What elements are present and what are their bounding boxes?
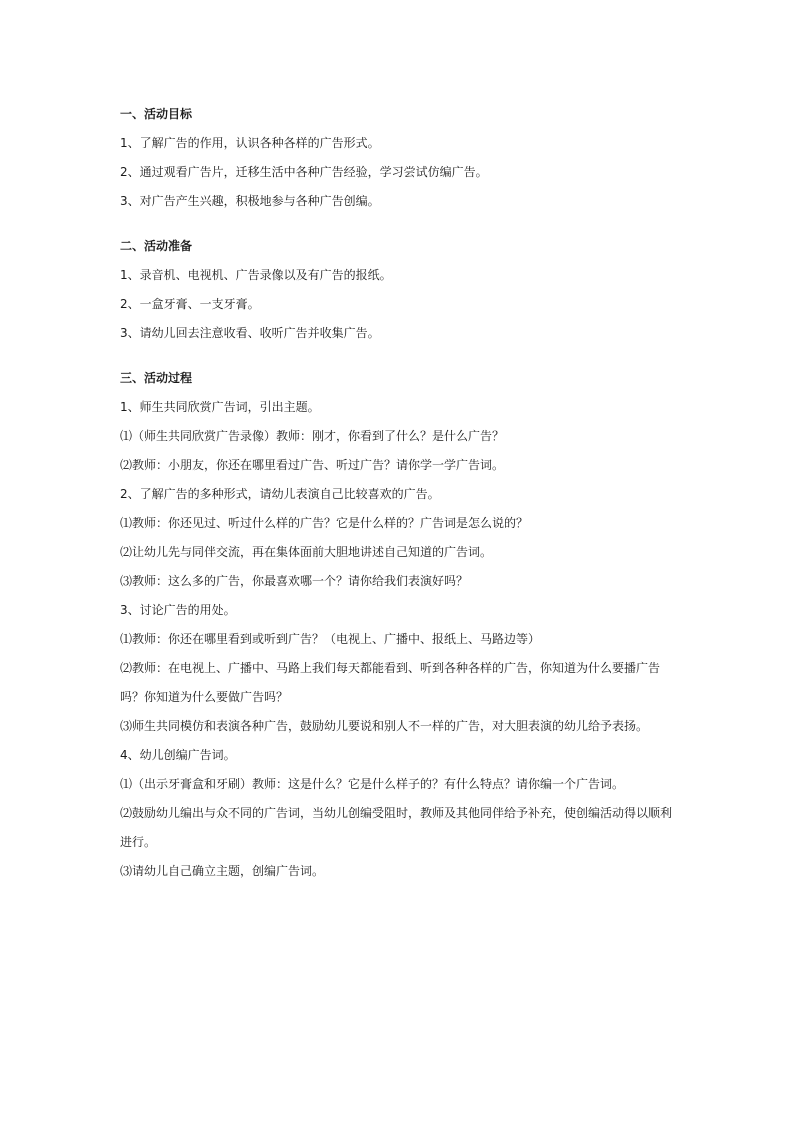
section-heading: 一、活动目标 — [120, 107, 193, 121]
paragraph: 1、师生共同欣赏广告词，引出主题。 — [120, 400, 320, 414]
paragraph: ⑵让幼儿先与同伴交流，再在集体面前大胆地讲述自己知道的广告词。 — [120, 545, 493, 559]
paragraph: 3、讨论广告的用处。 — [120, 603, 236, 617]
section-preparation — [120, 232, 676, 348]
paragraph: 1、了解广告的作用，认识各种各样的广告形式。 — [120, 136, 380, 150]
section-heading: 三、活动过程 — [120, 371, 193, 385]
paragraph: ⑵鼓励幼儿编出与众不同的广告词，当幼儿创编受阻时，教师及其他同伴给予补充，使创编活动得以顺利进行。 — [120, 806, 673, 849]
paragraph: ⑶教师：这么多的广告，你最喜欢哪一个？请你给我们表演好吗？ — [120, 574, 469, 588]
paragraph: 2、了解广告的多种形式，请幼儿表演自己比较喜欢的广告。 — [120, 487, 440, 501]
paragraph: ⑴教师：你还见过、听过什么样的广告？它是什么样的？广告词是怎么说的？ — [120, 516, 529, 530]
paragraph: ⑴教师：你还在哪里看到或听到广告？（电视上、广播中、报纸上、马路边等） — [120, 632, 541, 646]
paragraph: 3、请幼儿回去注意收看、收听广告并收集广告。 — [120, 326, 380, 340]
paragraph: 3、对广告产生兴趣，积极地参与各种广告创编。 — [120, 194, 380, 208]
section-goals — [120, 100, 676, 216]
paragraph: ⑵教师：小朋友，你还在哪里看过广告、听过广告？请你学一学广告词。 — [120, 458, 505, 472]
paragraph: ⑶请幼儿自己确立主题，创编广告词。 — [120, 864, 325, 878]
paragraph: ⑶师生共同模仿和表演各种广告，鼓励幼儿要说和别人不一样的广告，对大胆表演的幼儿给予表扬。 — [120, 719, 649, 733]
paragraph: 1、录音机、电视机、广告录像以及有广告的报纸。 — [120, 268, 392, 282]
paragraph: 4、幼儿创编广告词。 — [120, 748, 236, 762]
paragraph: ⑴（出示牙膏盒和牙刷）教师：这是什么？它是什么样子的？有什么特点？请你编一个广告词。 — [120, 777, 625, 791]
paragraph: ⑵教师：在电视上、广播中、马路上我们每天都能看到、听到各种各样的广告，你知道为什么要播广告吗？你知道为什么要做广告吗？ — [120, 661, 661, 704]
section-process — [120, 364, 676, 886]
paragraph: ⑴（师生共同欣赏广告录像）教师：刚才，你看到了什么？是什么广告？ — [120, 429, 505, 443]
paragraph: 2、一盒牙膏、一支牙膏。 — [120, 297, 260, 311]
document-body — [120, 100, 676, 902]
section-heading: 二、活动准备 — [120, 239, 193, 253]
paragraph: 2、通过观看广告片，迁移生活中各种广告经验，学习尝试仿编广告。 — [120, 165, 488, 179]
